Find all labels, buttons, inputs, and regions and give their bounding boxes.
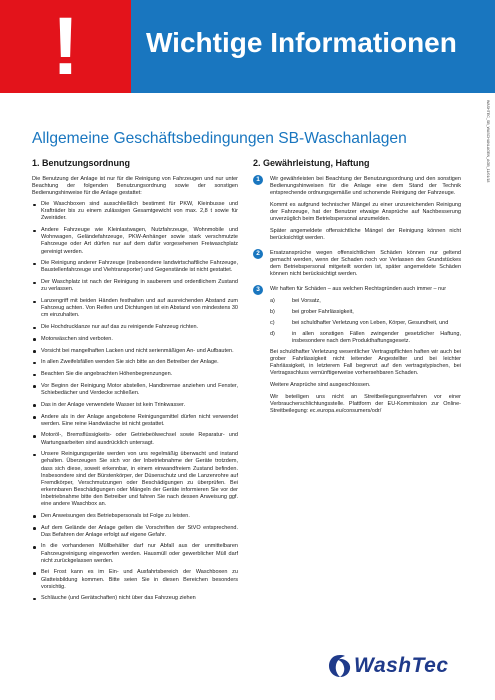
sub-item bbox=[270, 320, 461, 327]
sub-item-letter: a) bbox=[270, 297, 275, 304]
sub-item-letter: b) bbox=[270, 308, 275, 315]
list-item: Unsere Reinigungsgeräte werden von uns regelmäßig überwacht und instand gehalten. Überzeugen Sie sich vor der Inbetriebnahme der Geräte trotzdem, dass sich diese, soweit erkennbar, in einem einwandfreiem Zustand befinden. Insbesondere sind der Bürstenkörper, der Düsenschutz und die Lanzenrohre auf Fremdkörper, Verschmutzungen oder Beschädigungen zu überprüfen. Bei erkennbaren Beschädigungen oder Mängeln der Geräte informieren Sie vor der Inbetriebnahme bitte den Betreiber und fahren Sie nach dessen Anweisung ggf. eine andere Waschbox an. bbox=[32, 451, 238, 508]
list-item: Auf dem Gelände der Anlage gelten die Vorschriften der StVO entsprechend. Das Befahren der Anlage erfolgt auf eigene Gefahr. bbox=[32, 525, 238, 539]
washtec-swirl-icon bbox=[328, 653, 352, 679]
item-paragraph: Kommt es aufgrund technischer Mängel zu einer unzureichenden Reinigung der Fahrzeuge, hat der Benutzer etwaige Ansprüche auf Nachbesserung unverzüglich beim Betriebspersonal anzumelden. bbox=[270, 201, 461, 222]
list-item: Lanzengriff mit beiden Händen festhalten und auf ausreichenden Abstand zum Fahrzeug achten. Von Reifen und Dichtungen ist ein Abstand von mindestens 30 cm einzuhalten. bbox=[32, 298, 238, 319]
section-title: 1. Benutzungsordnung bbox=[32, 158, 130, 168]
item-paragraph: Weitere Ansprüche sind ausgeschlossen. bbox=[270, 382, 371, 389]
list-item: Motoröl-, Bremsflüssigkeits- oder Getriebeölwechsel sowie Reparatur- und Wartungsarbeiten sind ausdrücklich untersagt. bbox=[32, 432, 238, 446]
list-item: Den Anweisungen des Betriebspersonals ist Folge zu leisten. bbox=[32, 513, 238, 520]
item-intro: Wir haften für Schäden – aus welchen Rechtsgründen auch immer – nur bbox=[270, 286, 447, 293]
alert-box bbox=[0, 0, 131, 93]
sub-list bbox=[270, 298, 461, 345]
list-item: Der Waschplatz ist nach der Reinigung in sauberem und ordentlichem Zustand zu verlassen. bbox=[32, 279, 238, 293]
numbered-item bbox=[253, 250, 461, 278]
list-item: Beachten Sie die angebrachten Höhenbegrenzungen. bbox=[32, 371, 238, 378]
numbered-item bbox=[253, 286, 461, 415]
page-title: Allgemeine Geschäftsbedingungen SB-Waschanlagen bbox=[32, 130, 407, 148]
sub-item-text: bei schuldhafter Verletzung von Leben, Körper, Gesundheit, und bbox=[292, 319, 449, 326]
numbered-item bbox=[253, 176, 461, 242]
list-item: In die vorhandenen Müllbehälter darf nur Abfall aus der unmittelbaren Fahrzeugreinigung eingeworfen werden. Hausmüll oder gewerblicher Müll darf nicht zurückgelassen werden. bbox=[32, 543, 238, 564]
list-item: Andere Fahrzeuge wie Kleinlastwagen, Nutzfahrzeuge, Wohnmobile und Wohnwagen, Geländefahrzeuge, PKW-Anhänger sowie stark verschmutzte Fahrzeuge oder Art dürfen nur auf dem dafür vorgesehenen Freiwaschplatz gereinigt werden. bbox=[32, 227, 238, 255]
list-item: Schläuche (und Gerätschaften) nicht über das Fahrzeug ziehen bbox=[32, 595, 238, 602]
rules-list bbox=[32, 201, 238, 602]
number-badge-icon: 2 bbox=[253, 249, 263, 259]
sub-item-text: bei Vorsatz, bbox=[292, 297, 321, 304]
section-gewaehrleistung bbox=[253, 158, 461, 423]
list-item: Die Reinigung anderer Fahrzeuge (insbesondere landwirtschaftliche Fahrzeuge, Baustellenfahrzeuge und Viehtransporter) und Gegenstände ist nicht gestattet. bbox=[32, 260, 238, 274]
sub-item-letter: c) bbox=[270, 319, 275, 326]
item-paragraph: Ersatzansprüche wegen offensichtlichen Schäden können nur geltend gemacht werden, wenn der Schaden noch vor Verlassen des Grundstückes dem Betriebspersonal mitgeteilt worden ist, später angemeldete Schäden können nicht berücksichtigt werden. bbox=[270, 249, 461, 278]
item-paragraph: Später angemeldete offensichtliche Mängel der Reinigung können nicht berücksichtigt werden. bbox=[270, 227, 461, 241]
number-badge-icon: 1 bbox=[253, 175, 263, 185]
list-item: Vorsicht bei mangelhaften Lacken und nicht serienmäßigen An- und Aufbauten. bbox=[32, 348, 238, 355]
section-benutzungsordnung bbox=[32, 158, 238, 607]
list-item: Die Hochdrucklanze nur auf das zu reinigende Fahrzeug richten. bbox=[32, 324, 238, 331]
item-paragraph: Wir gewährleisten bei Beachtung der Benutzungsordnung und den sonstigen Bedienungshinweisen für die Anlage eine dem Stand der Technik entsprechende ordnungsgemäße und schonende Reinigung der Fahrzeuge. bbox=[270, 176, 461, 197]
list-item: In allen Zweifelsfällen wenden Sie sich bitte an den Betreiber der Anlage. bbox=[32, 359, 238, 366]
washtec-logo bbox=[328, 652, 478, 682]
sub-item bbox=[270, 298, 461, 305]
sub-item-letter: d) bbox=[270, 331, 275, 337]
header-bar bbox=[0, 0, 495, 93]
list-item: Das in der Anlage verwendete Wasser ist kein Trinkwasser. bbox=[32, 402, 238, 409]
header-title: Wichtige Informationen bbox=[146, 27, 457, 58]
item-paragraph: Wir beteiligen uns nicht an Streitbeilegungsverfahren vor einer Verbraucherschlichtungsstelle. Plattform der EU-Kommission zur Online-Streitbeilegung: ec.europa.eu/consumers/odr/ bbox=[270, 393, 461, 414]
list-item: Bei Frost kann es im Ein- und Ausfahrtsbereich der Waschboxen zu Glatteisbildung kommen. Bitte seien Sie in diesen Bereichen besonders vorsichtig. bbox=[32, 569, 238, 590]
item-paragraph: Bei schuldhafter Verletzung wesentlicher Vertragspflichten haften wir auch bei grober Fahrlässigkeit nicht leitender Angestellter und bei leichter Fahrlässigkeit, in letzterem Fall begrenzt auf den vertragstypischen, bei Vertragsschluss vernünftigerweise vorhersehbaren Schaden. bbox=[270, 349, 461, 377]
list-item: Motorwäschen sind verboten. bbox=[32, 336, 238, 343]
sub-item bbox=[270, 331, 461, 345]
list-item: Vor Beginn der Reinigung Motor abstellen, Handbremse anziehen und Fenster, Schiebedächer und Verdecke schließen. bbox=[32, 383, 238, 397]
section-intro: Die Benutzung der Anlage ist nur für die Reinigung von Fahrzeugen und nur unter Beachtung der folgenden Benutzungsordnung sowie der sonstigen Bedienungshinweise für die Anlage gestattet: bbox=[32, 176, 238, 197]
logo-wordmark: WashTec bbox=[354, 654, 449, 677]
side-document-code: WASHTEC_SB_WASCHANLAGEN_AGB_11/01/18 bbox=[486, 100, 490, 183]
liability-list bbox=[253, 176, 461, 415]
section-title: 2. Gewährleistung, Haftung bbox=[253, 158, 370, 168]
list-item: Andere als in der Anlage angebotene Reinigungsmittel dürfen nicht verwendet werden. Eine reine Handwäsche ist nicht gestattet. bbox=[32, 414, 238, 428]
list-item: Die Waschboxen sind ausschließlich bestimmt für PKW, Kleinbusse und Krafträder bis zu einem zulässigen Gesamtgewicht von max. 2,8 t sowie für Zweiräder. bbox=[32, 201, 238, 222]
sub-item-text: bei grober Fahrlässigkeit, bbox=[292, 308, 354, 315]
sub-item bbox=[270, 309, 461, 316]
exclamation-icon: ! bbox=[51, 1, 80, 92]
sub-item-text: in allen sonstigen Fällen zwingender gesetzlicher Haftung, insbesondere nach dem Produkthaftungsgesetz. bbox=[292, 331, 461, 345]
number-badge-icon: 3 bbox=[253, 285, 263, 295]
